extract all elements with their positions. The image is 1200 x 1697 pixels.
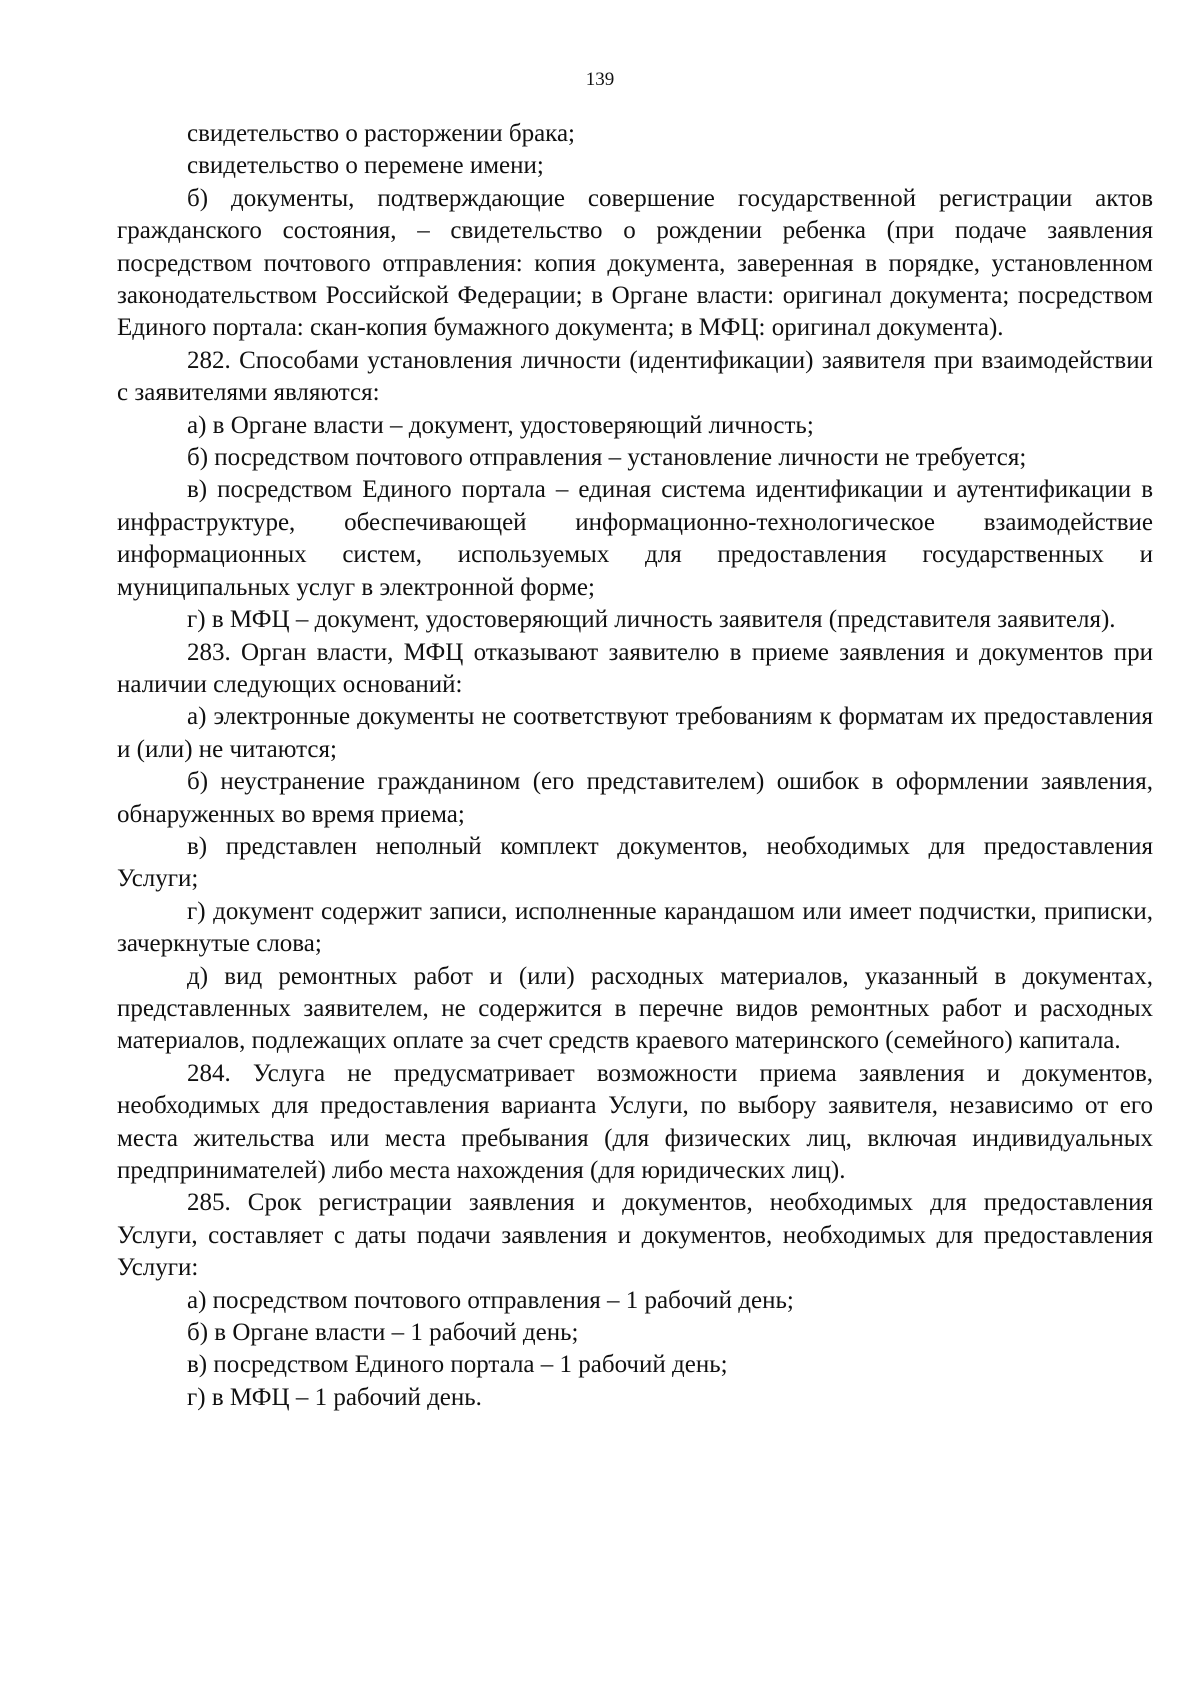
paragraph-282-intro: 282. Способами установления личности (идентификации) заявителя при взаимодействии с заявителями являются: (117, 346, 1153, 407)
paragraph-285-d: г) в МФЦ – 1 рабочий день. (187, 1383, 482, 1411)
paragraph-283-d: г) документ содержит записи, исполненные карандашом или имеет подчистки, приписки, зачеркнутые слова; (117, 897, 1153, 958)
paragraph-283-e: д) вид ремонтных работ и (или) расходных материалов, указанный в документах, представленных заявителем, не содержится в перечне видов ремонтных работ и расходных материалов, подлежащих оплате за счет средств краевого материнского (семейного) капитала. (117, 962, 1153, 1055)
paragraph-283-c: в) представлен неполный комплект документов, необходимых для предоставления Услуги; (117, 832, 1153, 893)
paragraph-285-intro: 285. Срок регистрации заявления и документов, необходимых для предоставления Услуги, составляет с даты подачи заявления и документов, необходимых для предоставления Услуги: (117, 1189, 1153, 1282)
paragraph-282-c: в) посредством Единого портала – единая система идентификации и аутентификации в инфраструктуре, обеспечивающей информационно-технологическое взаимодействие информационных систем, используемых для предоставления государственных и муниципальных услуг в электронной форме; (117, 476, 1153, 601)
paragraph-civil-registration-documents: б) документы, подтверждающие совершение государственной регистрации актов гражданского состояния, – свидетельство о рождении ребенка (при подаче заявления посредством почтового отправления: копия документа, заверенная в порядке, установленном законодательством Российской Федерации; в Органе власти: оригинал документа; посредством Единого портала: скан-копия бумажного документа; в МФЦ: оригинал документа). (117, 184, 1153, 342)
paragraph-285-a: а) посредством почтового отправления – 1 рабочий день; (187, 1286, 794, 1314)
document-body (117, 118, 1153, 1414)
paragraph-285-b: б) в Органе власти – 1 рабочий день; (187, 1319, 579, 1347)
paragraph-283-intro: 283. Орган власти, МФЦ отказывают заявителю в приеме заявления и документов при наличии следующих оснований: (117, 638, 1153, 698)
paragraph-282-a: а) в Органе власти – документ, удостоверяющий личность; (187, 411, 814, 439)
paragraph-283-a: а) электронные документы не соответствуют требованиям к форматам их предоставления и (или) не читаются; (117, 703, 1153, 763)
paragraph-282-b: б) посредством почтового отправления – установление личности не требуется; (187, 444, 1027, 472)
page-number: 139 (585, 69, 615, 90)
paragraph-name-change-certificate: свидетельство о перемене имени; (187, 152, 544, 180)
paragraph-285-c: в) посредством Единого портала – 1 рабочий день; (187, 1351, 728, 1379)
paragraph-282-d: г) в МФЦ – документ, удостоверяющий личность заявителя (представителя заявителя). (187, 606, 1116, 634)
paragraph-284: 284. Услуга не предусматривает возможности приема заявления и документов, необходимых для предоставления варианта Услуги, по выбору заявителя, независимо от его места жительства или места пребывания (для физических лиц, включая индивидуальных предпринимателей) либо места нахождения (для юридических лиц). (117, 1059, 1153, 1184)
paragraph-divorce-certificate: свидетельство о расторжении брака; (187, 120, 575, 147)
paragraph-283-b: б) неустранение гражданином (его представителем) ошибок в оформлении заявления, обнаруженных во время приема; (117, 768, 1153, 828)
